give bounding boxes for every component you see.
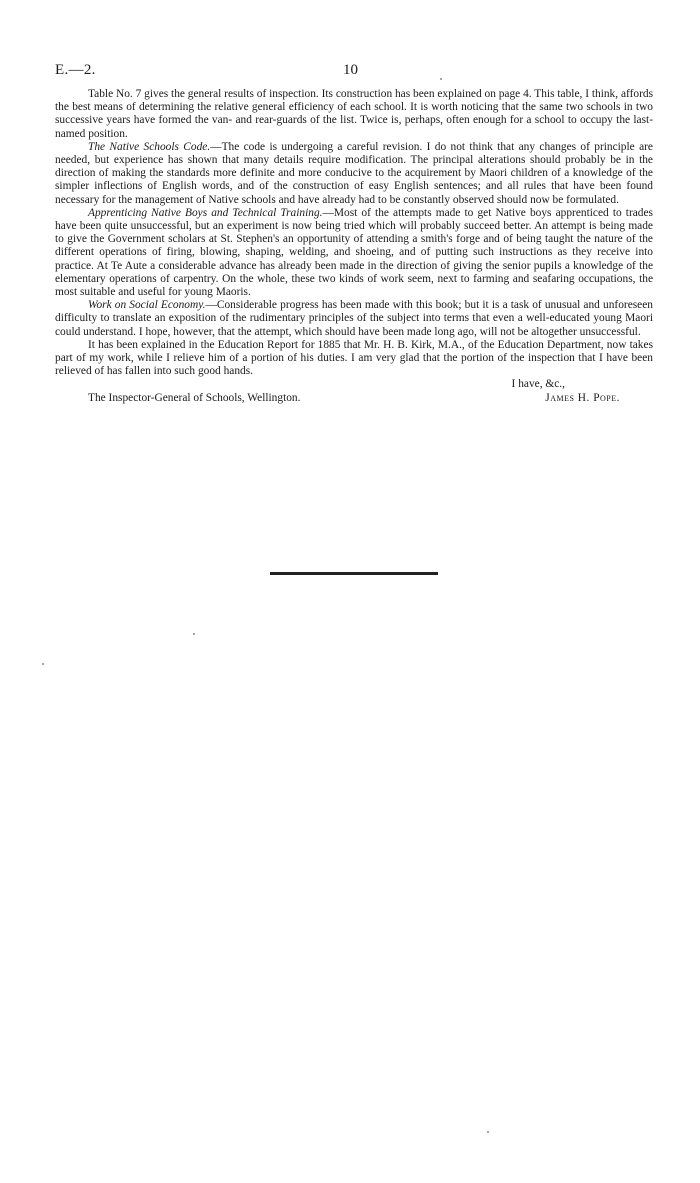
report-body [55, 88, 653, 405]
scan-speck [193, 633, 195, 635]
page-number: 10 [343, 62, 358, 78]
paragraph-text: —Considerable progress has been made with this book; but it is a task of unusual and unforeseen difficulty to translate an exposition of the rudimentary principles of the subject into terms that even a well-educated young Maori could understand. I hope, however, that the attempt, which should have been made long ago, will not be altogether unsuccessful. [55, 299, 653, 338]
addressee: The Inspector-General of Schools, Wellington. [88, 391, 301, 404]
paragraph-education-report [55, 339, 653, 379]
signature-line [55, 392, 653, 405]
valediction-line [55, 378, 653, 391]
scan-speck [487, 1131, 489, 1133]
paragraph-native-schools-code [55, 141, 653, 207]
paragraph-apprenticing [55, 207, 653, 299]
signatory: James H. Pope. [545, 391, 620, 404]
paragraph-heading: The Native Schools Code. [88, 140, 211, 153]
paragraph-text: It has been explained in the Education Report for 1885 that Mr. H. B. Kirk, M.A., of the Education Department, now takes part of my work, while I relieve him of a portion of his duties. I am very glad that the portion of the inspection that I have been relieved of has fallen into such good hands. [55, 338, 653, 378]
page-reference: E.—2. [55, 62, 96, 78]
paragraph-social-economy [55, 299, 653, 339]
paragraph-heading: Work on Social Economy. [88, 299, 206, 312]
paragraph-text: —The code is undergoing a careful revision. I do not think that any changes of principle are needed, but experience has shown that many details require modification. The principal alterations should probably be in the direction of making the standards more definite and more conducive to the acquirement by Maori children of a knowledge of the simpler inflections of English words, and of the construction of easy English sentences; and all rules that have been found necessary for the management of Native schools and have already had to be constantly observed should now be formulated. [55, 140, 653, 206]
scan-speck [42, 663, 44, 665]
valediction: I have, &c., [511, 378, 565, 391]
scan-speck [440, 78, 442, 80]
end-rule [270, 572, 438, 575]
paragraph-text: —Most of the attempts made to get Native boys apprenticed to trades have been quite unsuccessful, but an experiment is now being tried which will probably succeed better. An attempt is being made to give the Government scholars at St. Stephen's an opportunity of attending a smith's forge and of being taught the nature of the different operations of firing, blowing, shaping, welding, and shoeing, and of putting such instructions as they receive into practice. At Te Aute a considerable advance has already been made in the direction of giving the senior pupils a knowledge of the elementary operations of carpentry. On the whole, these two kinds of work seem, next to farming and seafaring occupations, the most suitable and useful for young Maoris. [55, 206, 653, 299]
paragraph-text: Table No. 7 gives the general results of inspection. Its construction has been explained on page 4. This table, I think, affords the best means of determining the relative general efficiency of each school. It is worth noticing that the same two schools in two successive years have formed the van- and rear-guards of the list. Twice is, perhaps, often enough for a school to occupy the last-named position. [55, 88, 654, 140]
paragraph-table-results [55, 88, 653, 141]
paragraph-heading: Apprenticing Native Boys and Technical Training. [88, 206, 323, 219]
